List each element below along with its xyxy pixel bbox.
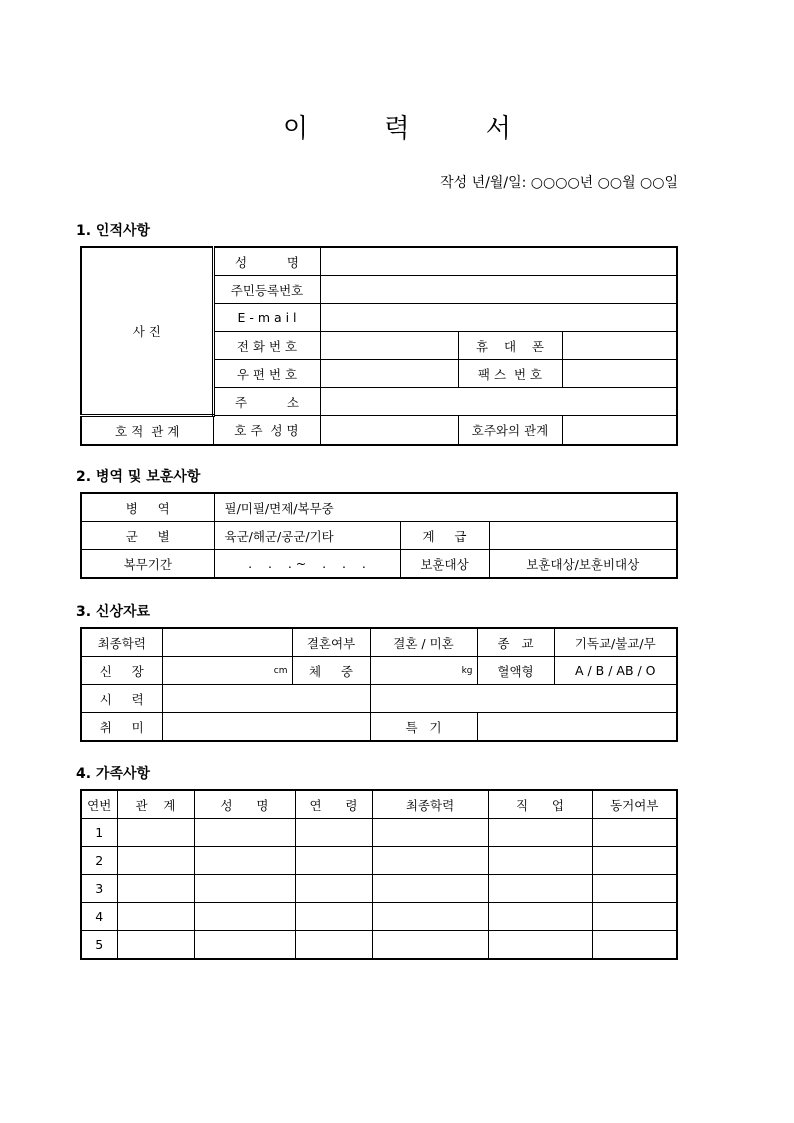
family-relation-label: 호 적 관 계 <box>81 416 213 446</box>
family-header: 동거여부 <box>592 790 677 819</box>
family-cell[interactable] <box>488 819 592 847</box>
address-label: 주 소 <box>213 388 320 416</box>
family-cell[interactable] <box>488 903 592 931</box>
veteran-value[interactable]: 보훈대상/보훈비대상 <box>489 550 677 579</box>
family-cell[interactable] <box>592 931 677 960</box>
family-cell[interactable] <box>488 875 592 903</box>
family-cell[interactable] <box>295 931 372 960</box>
family-cell[interactable] <box>117 903 194 931</box>
table-row <box>81 847 677 875</box>
vision-label: 시 력 <box>81 685 162 713</box>
family-cell[interactable] <box>117 875 194 903</box>
mobile-field[interactable] <box>562 332 677 360</box>
date-line: 작성 년/월/일: ○○○○년 ○○월 ○○일 <box>440 175 678 191</box>
rank-label: 계 급 <box>400 522 489 550</box>
family-cell[interactable] <box>295 903 372 931</box>
family-cell[interactable] <box>117 847 194 875</box>
row-number: 1 <box>81 819 117 847</box>
family-cell[interactable] <box>117 931 194 960</box>
photo-box[interactable] <box>81 247 213 416</box>
fax-label: 팩 스 번 호 <box>458 360 562 388</box>
address-field[interactable] <box>320 388 677 416</box>
row-number: 4 <box>81 903 117 931</box>
page-title: 이 력 서 <box>283 114 545 144</box>
hobby-field[interactable] <box>162 713 370 742</box>
postal-field[interactable] <box>320 360 458 388</box>
height-label: 신 장 <box>81 657 162 685</box>
row-number: 5 <box>81 931 117 960</box>
vision-field[interactable] <box>162 685 370 713</box>
blood-label: 혈액형 <box>477 657 554 685</box>
resident-no-label: 주민등록번호 <box>213 276 320 304</box>
marriage-value[interactable]: 결혼 / 미혼 <box>370 628 477 657</box>
family-table <box>80 789 678 960</box>
family-cell[interactable] <box>488 847 592 875</box>
section-profile-heading: 3. 신상자료 <box>76 604 151 620</box>
table-row <box>81 819 677 847</box>
family-cell[interactable] <box>117 819 194 847</box>
table-row <box>81 903 677 931</box>
hobby-label: 취 미 <box>81 713 162 742</box>
family-cell[interactable] <box>372 819 488 847</box>
family-cell[interactable] <box>372 875 488 903</box>
profile-table <box>80 627 678 742</box>
special-field[interactable] <box>477 713 677 742</box>
special-label: 특 기 <box>370 713 477 742</box>
head-name-label: 호 주 성 명 <box>213 416 320 446</box>
fax-field[interactable] <box>562 360 677 388</box>
height-unit[interactable]: cm <box>162 657 292 685</box>
phone-field[interactable] <box>320 332 458 360</box>
family-cell[interactable] <box>372 847 488 875</box>
family-cell[interactable] <box>295 847 372 875</box>
section-military-heading: 2. 병역 및 보훈사항 <box>76 469 201 485</box>
postal-label: 우 편 번 호 <box>213 360 320 388</box>
service-label: 병 역 <box>81 493 214 522</box>
email-label: E - m a i l <box>213 304 320 332</box>
row-number: 2 <box>81 847 117 875</box>
family-header: 관 계 <box>117 790 194 819</box>
family-cell[interactable] <box>194 903 295 931</box>
family-header: 연 령 <box>295 790 372 819</box>
religion-value[interactable]: 기독교/불교/무 <box>554 628 677 657</box>
family-cell[interactable] <box>295 875 372 903</box>
branch-label: 군 별 <box>81 522 214 550</box>
table-row <box>81 931 677 960</box>
family-cell[interactable] <box>194 819 295 847</box>
family-cell[interactable] <box>592 903 677 931</box>
family-cell[interactable] <box>372 903 488 931</box>
weight-unit[interactable]: kg <box>370 657 477 685</box>
resident-no-field[interactable] <box>320 276 677 304</box>
family-cell[interactable] <box>488 931 592 960</box>
service-value[interactable]: 필/미필/면제/복무중 <box>214 493 677 522</box>
head-relation-label: 호주와의 관계 <box>458 416 562 446</box>
education-field[interactable] <box>162 628 292 657</box>
phone-label: 전 화 번 호 <box>213 332 320 360</box>
family-header: 직 업 <box>488 790 592 819</box>
weight-label: 체 중 <box>292 657 370 685</box>
table-row <box>81 875 677 903</box>
veteran-label: 보훈대상 <box>400 550 489 579</box>
rank-field[interactable] <box>489 522 677 550</box>
period-label: 복무기간 <box>81 550 214 579</box>
education-label: 최종학력 <box>81 628 162 657</box>
personal-table <box>80 246 678 446</box>
military-table <box>80 492 678 579</box>
blood-value[interactable]: A / B / AB / O <box>554 657 677 685</box>
religion-label: 종 교 <box>477 628 554 657</box>
branch-value[interactable]: 육군/해군/공군/기타 <box>214 522 400 550</box>
email-field[interactable] <box>320 304 677 332</box>
period-value[interactable]: . . . ~ . . . <box>214 550 400 579</box>
name-field[interactable] <box>320 247 677 276</box>
family-cell[interactable] <box>194 875 295 903</box>
family-header: 성 명 <box>194 790 295 819</box>
family-cell[interactable] <box>592 847 677 875</box>
vision-extra-field[interactable] <box>370 685 677 713</box>
family-cell[interactable] <box>194 847 295 875</box>
family-cell[interactable] <box>592 875 677 903</box>
row-number: 3 <box>81 875 117 903</box>
family-cell[interactable] <box>194 931 295 960</box>
head-name-field[interactable] <box>320 416 458 446</box>
family-cell[interactable] <box>592 819 677 847</box>
family-cell[interactable] <box>372 931 488 960</box>
photo-label: 사 진 <box>132 324 161 339</box>
section-family-heading: 4. 가족사항 <box>76 766 151 782</box>
name-label: 성 명 <box>213 247 320 276</box>
marriage-label: 결혼여부 <box>292 628 370 657</box>
family-cell[interactable] <box>295 819 372 847</box>
mobile-label: 휴 대 폰 <box>458 332 562 360</box>
family-header: 연번 <box>81 790 117 819</box>
head-relation-field[interactable] <box>562 416 677 446</box>
family-header-row <box>81 790 677 819</box>
section-personal-heading: 1. 인적사항 <box>76 223 151 239</box>
family-header: 최종학력 <box>372 790 488 819</box>
